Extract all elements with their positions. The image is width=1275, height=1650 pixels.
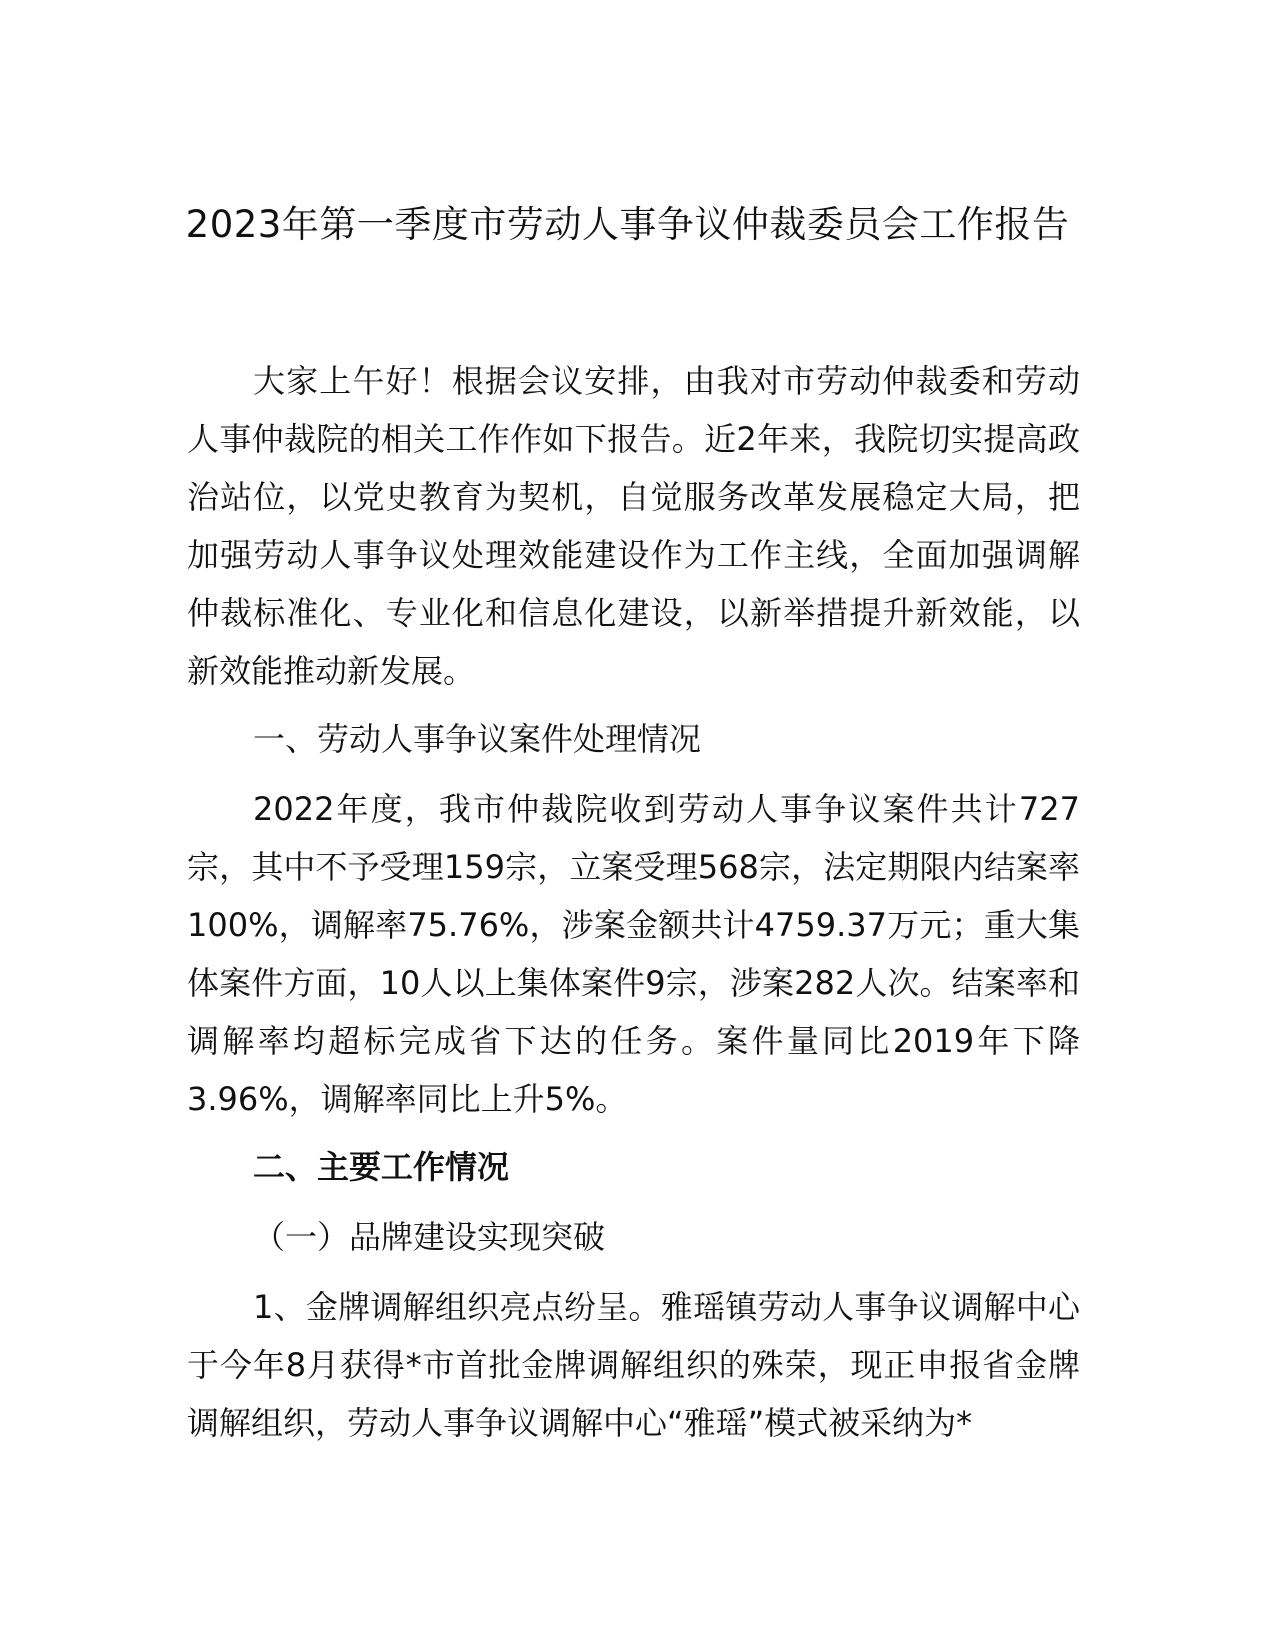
item-1-paragraph: 1、金牌调解组织亮点纷呈。雅瑶镇劳动人事争议调解中心于今年8月获得*市首批金牌调解组织的殊荣，现正申报省金牌调解组织，劳动人事争议调解中心“雅瑶”模式被采纳为* xyxy=(187,1288,1080,1442)
intro-paragraph: 大家上午好！根据会议安排，由我对市劳动仲裁委和劳动人事仲裁院的相关工作作如下报告。近2年来，我院切实提高政治站位，以党史教育为契机，自觉服务改革发展稳定大局，把加强劳动人事争议处理效能建设作为工作主线，全面加强调解仲裁标准化、专业化和信息化建设，以新举措提升新效能，以新效能推动新发展。 xyxy=(187,362,1080,690)
subsection-1-heading: （一）品牌建设实现突破 xyxy=(253,1218,606,1256)
document-title: 2023年第一季度市劳动人事争议仲裁委员会工作报告 xyxy=(185,203,1070,246)
section-2-heading: 二、主要工作情况 xyxy=(253,1148,510,1186)
section-1-paragraph: 2022年度，我市仲裁院收到劳动人事争议案件共计727宗，其中不予受理159宗，立案受理568宗，法定期限内结案率100%，调解率75.76%，涉案金额共计4759.37万元；重大集体案件方面，10人以上集体案件9宗，涉案282人次。结案率和调解率均超标完成省下达的任务。案件量同比2019年下降3.96%，调解率同比上升5%。 xyxy=(187,790,1080,1118)
document-body xyxy=(187,352,1080,1462)
section-1-heading: 一、劳动人事争议案件处理情况 xyxy=(253,720,702,758)
